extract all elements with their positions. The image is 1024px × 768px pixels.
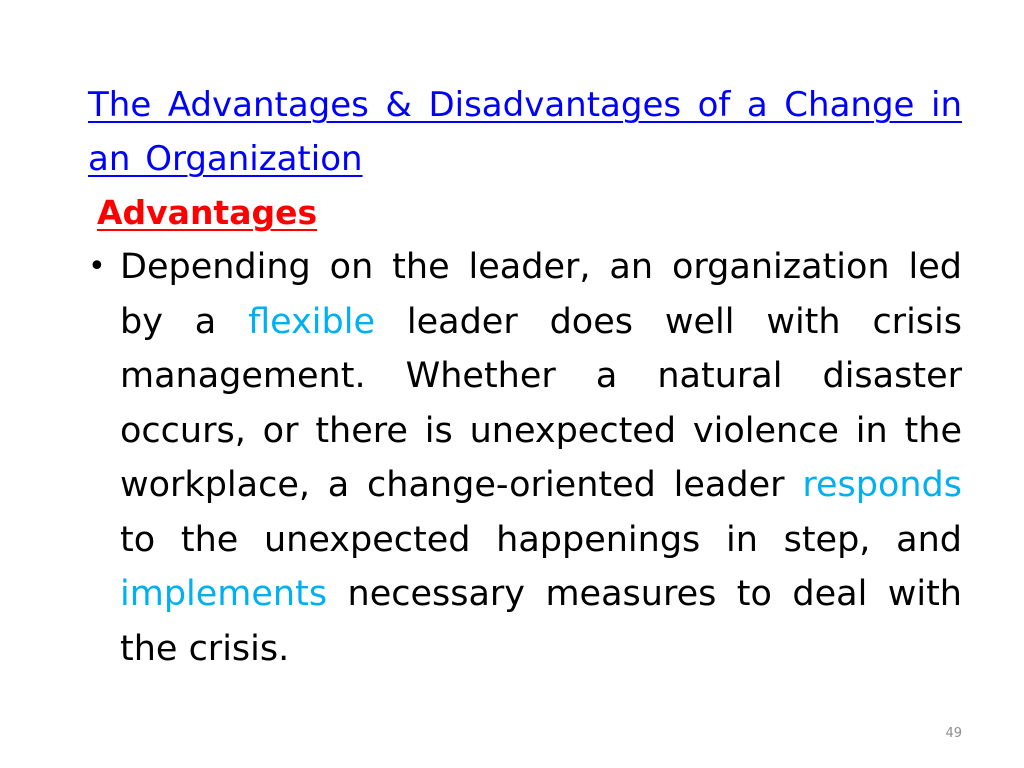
highlight-responds: responds	[802, 465, 962, 505]
page-number: 49	[945, 726, 962, 741]
slide-content	[88, 78, 962, 676]
bullet-text-part3: to the unexpected happenings in step, and	[120, 519, 962, 560]
bullet-icon: •	[88, 249, 106, 284]
advantages-heading: Advantages	[97, 193, 318, 232]
bullet-text-part2: leader does well with crisis management. Whether a natural disaster occurs, or there is unexpected violence in the workplace, a change-oriented leader	[120, 301, 962, 505]
bullet-item	[88, 240, 962, 676]
highlight-implements: implements	[120, 574, 328, 614]
highlight-flexible: flexible	[248, 301, 375, 342]
bullet-text-part1: Depending on the leader, an organization led by a	[120, 247, 962, 342]
title-link[interactable]: The Advantages & Disadvantages of a Change in an Organization	[88, 85, 962, 179]
bullet-text-part4: necessary measures to deal with the crisis.	[120, 574, 962, 669]
